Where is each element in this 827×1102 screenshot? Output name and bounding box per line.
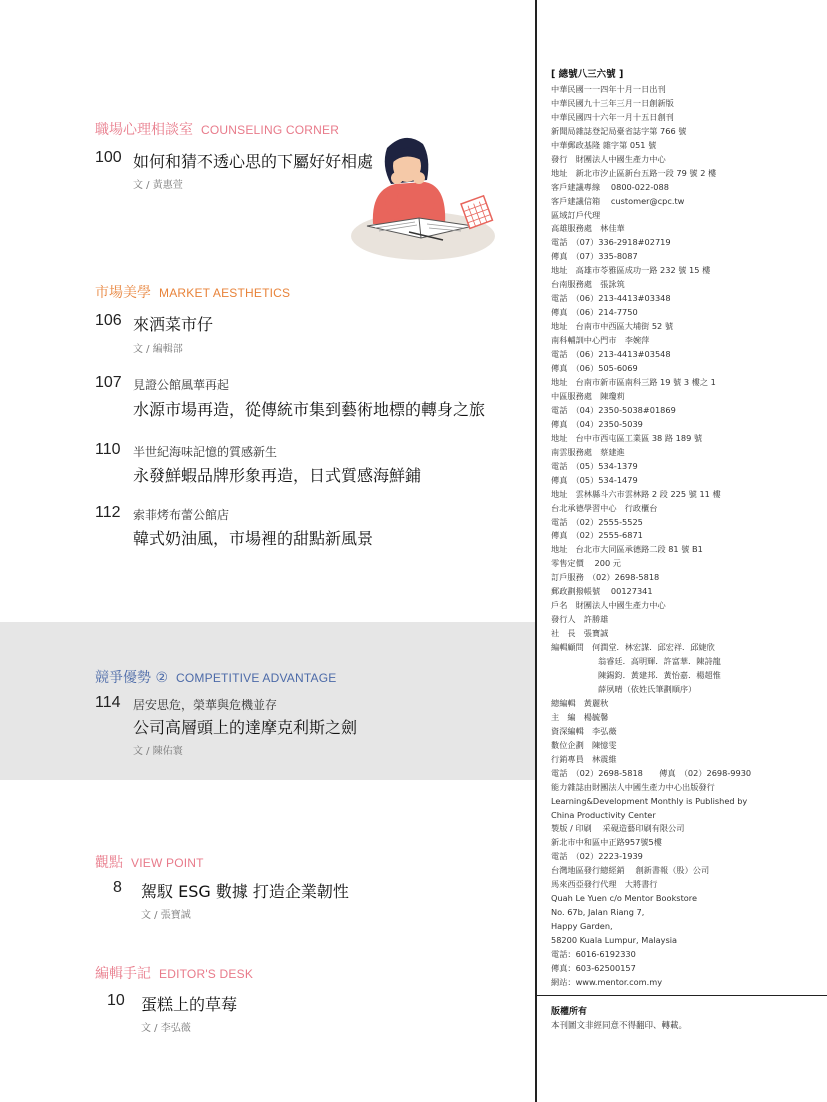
masthead-lines	[551, 83, 821, 990]
article-title-112[interactable]: 韓式奶油風，市場裡的甜點新風景	[133, 529, 374, 548]
masthead-line: 薛夙晴（依姓氏筆劃順序）	[598, 683, 697, 694]
section-competitive-en: COMPETITIVE ADVANTAGE	[176, 671, 337, 685]
masthead-line: 地址 高雄市苓雅區成功一路 232 號 15 樓	[551, 265, 711, 276]
masthead-line: 地址 台北市大同區承德路二段 81 號 B1	[551, 544, 703, 555]
section-editor	[95, 963, 253, 983]
masthead-line: 中華民國九十三年三月一日創新版	[551, 97, 674, 108]
section-market	[95, 282, 290, 302]
masthead-line: 傳真 （02）2555-6871	[551, 530, 643, 541]
masthead-line: Quah Le Yuen c/o Mentor Bookstore	[551, 893, 698, 904]
masthead-line: 客戶建議信箱 customer@cpc.tw	[551, 195, 685, 206]
masthead-line: 新聞局雜誌登記局臺省誌字第 766 號	[551, 125, 687, 136]
masthead-line: 翁睿廷．高明輝．許富華．陳詩龍	[598, 656, 721, 667]
masthead-line: 地址 新北市汐止區新台五路一段 79 號 2 樓	[551, 167, 717, 178]
masthead-line: 資深編輯 李弘薇	[551, 725, 617, 736]
masthead-line: No. 67b, Jalan Riang 7,	[551, 907, 645, 918]
masthead-line: 台北承德學習中心 行政櫃台	[551, 502, 658, 513]
masthead-line: 能力雜誌由財團法人中國生產力中心出版發行	[551, 781, 715, 792]
masthead-line: 發行人 許勝雄	[551, 614, 609, 625]
masthead-line: 電話：6016-6192330	[551, 949, 636, 960]
masthead-line: 戶名 財團法人中國生產力中心	[551, 600, 666, 611]
masthead-line: 傳真 （06）214-7750	[551, 307, 638, 318]
article-title-110[interactable]: 永發鮮蝦品牌形象再造，日式質感海鮮鋪	[133, 466, 422, 485]
copyright-title: 版權所有	[551, 1007, 588, 1017]
masthead-line: 地址 台南市中西區大埔街 52 號	[551, 321, 674, 332]
masthead-line: 總編輯 黃麗秋	[551, 697, 609, 708]
masthead-line: 網站：www.mentor.com.my	[551, 976, 663, 987]
masthead-line: 編輯顧問 何潤堂．林宏謀．邱宏祥．邱婕欣	[551, 642, 715, 653]
article-title-107[interactable]: 水源市場再造，從傳統市集到藝術地標的轉身之旅	[133, 400, 486, 419]
masthead-line: Learning&Development Monthly is Published by	[551, 795, 748, 806]
article-author-100: 文 / 黃惠萱	[133, 180, 183, 191]
article-page-8: 8	[113, 879, 122, 896]
masthead-line: 發行 財團法人中國生產力中心	[551, 153, 666, 164]
masthead-line: China Productivity Center	[551, 809, 656, 820]
masthead-line: 社 長 張寶誠	[551, 628, 609, 639]
article-page-100: 100	[95, 149, 122, 166]
masthead-line: 南科輔訓中心門市 李婉萍	[551, 335, 650, 346]
masthead-line: 區域訂戶代理	[551, 209, 601, 220]
masthead-line: 電話 （06）213-4413#03348	[551, 293, 671, 304]
masthead-issue: [ 總號八三六號 ]	[551, 69, 624, 80]
masthead-line: 製版 / 印刷 采硯造藝印刷有限公司	[551, 823, 685, 834]
masthead-line: 新北市中和區中正路957號5樓	[551, 837, 662, 848]
article-page-110: 110	[95, 441, 121, 458]
masthead-line: 傳真 （06）505-6069	[551, 363, 638, 374]
masthead-line: 地址 雲林縣斗六市雲林路 2 段 225 號 11 樓	[551, 488, 721, 499]
copyright	[551, 1005, 687, 1033]
article-title-8[interactable]: 駕馭 ESG 數據 打造企業韌性	[141, 882, 349, 901]
masthead-line: 零售定價 200 元	[551, 558, 621, 569]
article-author-106: 文 / 編輯部	[133, 344, 183, 355]
article-page-10: 10	[107, 992, 125, 1009]
article-title-114[interactable]: 公司高層頭上的達摩克利斯之劍	[133, 718, 358, 737]
masthead-line: 台灣地區發行總經銷 創新書報（股）公司	[551, 865, 710, 876]
section-viewpoint	[95, 852, 204, 872]
article-author-8: 文 / 張寶誠	[141, 910, 191, 921]
masthead-line: Happy Garden,	[551, 921, 613, 932]
section-counseling-zh: 職場心理相談室	[95, 122, 193, 138]
article-author-114: 文 / 陳佑寰	[133, 746, 183, 757]
section-competitive	[95, 667, 336, 687]
section-editor-zh: 編輯手記	[95, 966, 151, 982]
copyright-text: 本刊圖文非經同意不得翻印、轉載。	[551, 1021, 688, 1031]
section-market-zh: 市場美學	[95, 285, 151, 301]
article-title-106[interactable]: 來洒菜市仔	[133, 315, 214, 334]
masthead-line: 電話 （07）336-2918#02719	[551, 237, 671, 248]
article-author-10: 文 / 李弘薇	[141, 1023, 191, 1034]
masthead-line: 電話 （06）213-4413#03548	[551, 349, 671, 360]
masthead-line: 中華民國四十六年一月十五日創刊	[551, 111, 674, 122]
masthead-line: 馬來西亞發行代理 大將書行	[551, 879, 658, 890]
masthead-line: 傳真 （04）2350-5039	[551, 418, 643, 429]
masthead-line: 58200 Kuala Lumpur, Malaysia	[551, 935, 678, 946]
section-counseling-en: COUNSELING CORNER	[201, 123, 340, 137]
article-title-10[interactable]: 蛋糕上的草莓	[141, 995, 238, 1014]
masthead-line: 地址 台中市西屯區工業區 38 路 189 號	[551, 432, 703, 443]
section-competitive-zh: 競爭優勢 ②	[95, 670, 169, 686]
masthead-line: 主 編 楊毓馨	[551, 711, 609, 722]
masthead-line: 訂戶服務 （02）2698-5818	[551, 572, 660, 583]
masthead-line: 電話 （02）2698-5818 傳真 （02）2698-9930	[551, 767, 752, 778]
masthead-line: 電話 （02）2555-5525	[551, 516, 643, 527]
masthead-line: 傳真 （05）534-1479	[551, 474, 638, 485]
article-page-112: 112	[95, 504, 121, 521]
masthead-line: 高雄服務處 林佳華	[551, 223, 625, 234]
masthead-line: 客戶建議專線 0800-022-088	[551, 181, 669, 192]
masthead-line: 電話 （04）2350-5038#01869	[551, 404, 676, 415]
article-sub-114: 居安思危，榮華與危機並存	[133, 698, 278, 712]
section-market-en: MARKET AESTHETICS	[159, 286, 291, 300]
masthead-line: 中華郵政基隆 雜字第 051 號	[551, 139, 657, 150]
section-viewpoint-zh: 觀點	[95, 855, 123, 871]
masthead-line: 數位企劃 陳憶雯	[551, 739, 617, 750]
article-page-107: 107	[95, 374, 122, 391]
section-viewpoint-en: VIEW POINT	[131, 856, 204, 870]
article-page-114: 114	[95, 694, 121, 711]
article-sub-110: 半世紀海味記憶的質感新生	[133, 445, 278, 459]
article-sub-107: 見證公館風華再起	[133, 378, 230, 392]
masthead-line: 電話 （02）2223-1939	[551, 851, 643, 862]
masthead-line: 行銷專員 林震維	[551, 753, 617, 764]
masthead-line: 陳錫鈞．黃建邦．黃怡嘉．楊超惟	[598, 669, 721, 680]
masthead-line: 電話 （05）534-1379	[551, 460, 638, 471]
woman-at-desk-illustration	[345, 128, 497, 268]
masthead-line: 南雲服務處 蔡建進	[551, 446, 625, 457]
masthead-line: 傳真 （07）335-8087	[551, 251, 638, 262]
column-divider	[535, 0, 537, 1102]
article-page-106: 106	[95, 312, 122, 329]
copyright-divider	[536, 995, 827, 996]
masthead-line: 郵政劃撥帳號 00127341	[551, 586, 653, 597]
masthead-line: 地址 台南市新市區南科三路 19 號 3 樓之 1	[551, 376, 716, 387]
section-editor-en: EDITOR'S DESK	[159, 967, 254, 981]
masthead-line: 傳真：603-62500157	[551, 963, 636, 973]
article-sub-112: 索菲烤布蕾公館店	[133, 508, 230, 522]
masthead-line: 中華民國一一四年十月一日出刊	[551, 83, 666, 94]
section-counseling	[95, 119, 339, 139]
masthead-line: 中區服務處 陳瓊莉	[551, 390, 625, 401]
article-title-100[interactable]: 如何和猜不透心思的下屬好好相處	[133, 152, 374, 171]
masthead-line: 台南服務處 張詠筑	[551, 279, 625, 290]
masthead	[551, 68, 821, 990]
